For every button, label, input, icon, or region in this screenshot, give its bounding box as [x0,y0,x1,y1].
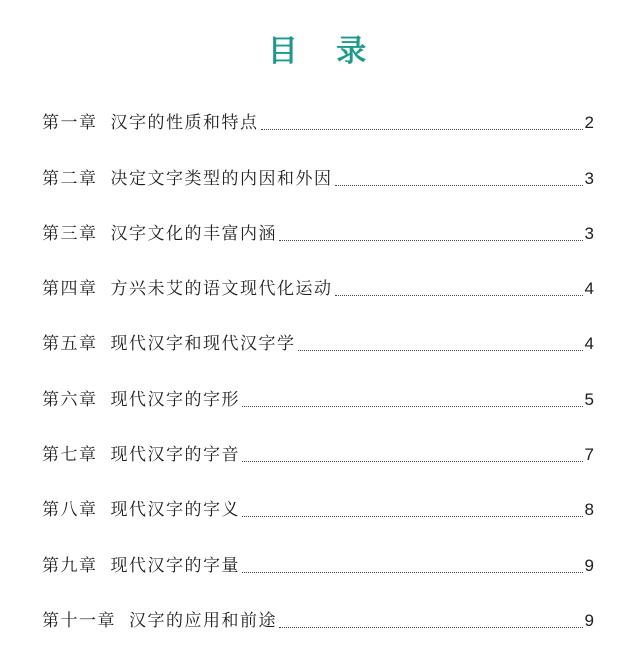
dot-leader [242,406,583,407]
chapter-number: 第一章 [42,113,98,134]
chapter-heading: 现代汉字的字形 [110,389,240,410]
chapter-heading: 现代汉字和现代汉字学 [110,334,296,355]
toc-entry[interactable] [42,265,594,320]
toc-entry[interactable] [42,431,594,486]
chapter-heading: 汉字的性质和特点 [110,113,259,134]
toc-title: 目 录 [267,34,381,69]
chapter-number: 第四章 [42,279,98,300]
chapter-heading: 方兴未艾的语文现代化运动 [110,279,333,300]
dot-leader [279,240,583,241]
chapter-heading: 现代汉字的字义 [110,500,240,521]
dot-leader [242,461,583,462]
page-number: 9 [584,555,594,575]
page-number: 2 [584,113,594,133]
toc-entry[interactable] [42,210,594,265]
chapter-heading: 决定文字类型的内因和外因 [110,168,333,189]
chapter-number: 第二章 [42,168,98,189]
chapter-heading: 现代汉字的字音 [110,445,240,466]
chapter-number: 第十一章 [42,610,116,631]
chapter-number: 第六章 [42,389,98,410]
dot-leader [261,129,583,130]
chapter-heading: 现代汉字的字量 [110,555,240,576]
chapter-heading: 汉字的应用和前途 [129,610,277,631]
chapter-number: 第三章 [42,223,98,244]
page-number: 4 [584,279,594,299]
toc-entry[interactable] [42,154,594,209]
dot-leader [298,350,583,351]
table-of-contents [42,99,594,652]
page-number: 3 [584,168,594,188]
page-number: 9 [584,610,594,630]
page-number: 7 [584,445,594,465]
chapter-number: 第九章 [42,555,98,576]
toc-entry[interactable] [42,320,594,375]
dot-leader [335,185,583,186]
dot-leader [242,516,583,517]
toc-entry[interactable] [42,541,594,596]
page-number: 8 [584,500,594,520]
toc-entry[interactable] [42,99,594,154]
dot-leader [279,627,583,628]
toc-entry[interactable] [42,486,594,541]
chapter-number: 第八章 [42,500,98,521]
chapter-number: 第五章 [42,334,98,355]
page-number: 3 [584,223,594,243]
toc-entry[interactable] [42,597,594,652]
chapter-number: 第七章 [42,445,98,466]
page-number: 5 [584,389,594,409]
chapter-heading: 汉字文化的丰富内涵 [110,223,277,244]
page-number: 4 [584,334,594,354]
toc-entry[interactable] [42,375,594,430]
dot-leader [242,572,583,573]
dot-leader [335,295,583,296]
